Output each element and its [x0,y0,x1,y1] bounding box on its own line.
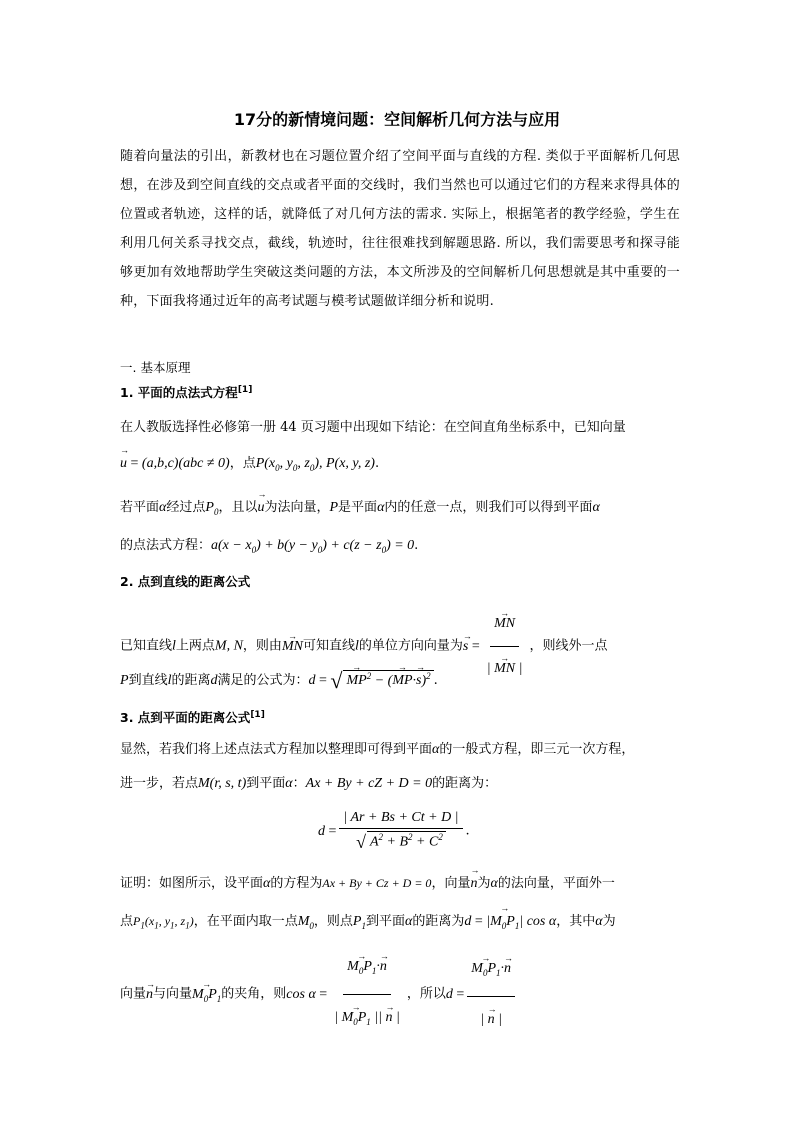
subsection-heading-point-plane [120,708,265,726]
text-segment: 的方程为 [270,876,323,891]
formula-vector-u: → u = (a,b,c)(abc ≠ 0) [120,456,230,471]
symbol-alpha: α [490,876,498,891]
subsection-title: 3. 点到平面的距离公式 [120,710,251,725]
symbol-l: l [354,638,359,654]
sub3-line-2 [120,772,497,792]
section-heading-basic-principles: 一. 基本原理 [120,360,191,375]
sub1-line-1: 在人教版选择性必修第一册 44 页习题中出现如下结论：在空间直角坐标系中，已知向量 [120,420,626,435]
symbol-alpha: α [285,776,293,791]
text-segment: 为 [602,914,616,929]
sub1-line-4: 的点法式方程：$a(x - x_0) + b(y - y_0) + c(z - z_0) = 0$. [120,538,419,555]
text-segment: 满足的公式为： [217,673,309,689]
sub3-line-1 [120,738,634,758]
text-segment: 的距离 [171,673,211,689]
symbol-alpha: α [592,500,600,515]
text-segment: ，点 [229,456,256,471]
text-segment: 点 [120,914,134,929]
symbol-alpha: α [432,742,440,757]
symbol-vec-n: → n [470,876,477,891]
text-segment: 是平面 [338,500,378,515]
symbol-point-p1: $P_1(x_1$, $y_1$, $z_1$) [133,914,194,931]
symbol-vec-mn: → MN [282,639,303,654]
subsection-heading-point-normal [120,383,252,401]
symbol-mn: M, N [214,638,243,654]
text-segment: ，所以 [406,986,446,1002]
symbol-vec-m0p1: → $M_0P_1$ [192,987,221,1002]
text-segment: ，在平面内取一点 [193,914,298,929]
formula-distance-result: d = → $\frac{M_0P_1\cdot\to n}{| \to n |}$ [446,987,518,1002]
text-segment: 的点法式方程： [120,538,212,553]
symbol-l: l [167,673,172,689]
subsection-title: 1. 平面的点法式方程 [120,385,238,400]
text-segment: 经过点 [166,500,206,515]
intro-paragraph: 随着向量法的引出，新教材也在习题位置介绍了空间平面与直线的方程. 类似于平面解析几何思想，在涉及到空间直线的交点或者平面的交线时，我们当然也可以通过它们的方程来求得具体的位置或者轨迹，这样的话，就降低了对几何方法的需求. 实际上，根据笔者的教学经验，学生在利用几何关系寻找交点，截线，轨迹时，往往很难找到解题思路. 所以，我们需要思考和探寻能够更加有效地帮助学生突破这类问题的方法，本文所涉及的空间解析几何思想就是其中重要的一种，下面我将通过近年的高考试题与模考试题做详细分析和说明. [120,149,680,309]
symbol-alpha: α [159,500,167,515]
formula-point-plane-distance: d = $\frac{| Ar + Bs + Ct + D |}{√ A^2 + B^2 + C^2}$ . [318,810,470,852]
symbol-p: P [120,673,129,689]
citation-ref: [1] [237,384,253,395]
text-segment: 的距离为： [432,776,498,791]
sub2-line-2: P到直线l的距离d满足的公式为：d = √→ $MP^2$ − (→ MP·→ s)$^2$ . [120,668,438,694]
symbol-alpha: α [404,914,413,929]
formula-distance-cos: d = |→ $M_0P_1|$ cos α [464,914,556,929]
text-segment: 到平面 [246,776,286,791]
symbol-d: d [210,673,218,689]
text-segment: 到平面 [365,914,405,929]
symbol-vec-u: → u [257,500,264,515]
document-title: 17分的新情境问题：空间解析几何方法与应用 [233,110,561,129]
text-segment: 与向量 [153,986,193,1002]
subsection-heading-point-line: 2. 点到直线的距离公式 [120,574,251,589]
symbol-l: l [172,638,176,654]
text-segment: 的单位方向向量为 [358,638,463,654]
text-segment: ，其中 [556,914,596,929]
formula-cos-alpha: cos α = → $\frac{M_0P_1\cdot\to n}{| \to M_0P_1 || \to n |}$ [286,987,407,1002]
text-segment: 的一般式方程，即三元一次方程， [439,742,635,757]
text-segment: 证明：如图所示，设平面 [120,876,264,891]
text-segment: ，则点 [313,914,353,929]
text-segment: 上两点 [175,638,215,654]
text-segment: 显然，若我们将上述点法式方程加以整理即可得到平面 [120,742,433,757]
text-segment: ，则由 [242,638,282,654]
proof-line-3 [120,946,518,1043]
symbol-p1: $P_1$ [352,914,366,931]
proof-line-1 [120,872,615,892]
text-segment: 可知直线 [302,638,355,654]
text-segment: ，且以 [218,500,258,515]
formula-point-normal: $a(x - x_0) + b(y - y_0) + c(z - z_0) = 0$ [211,538,415,555]
symbol-alpha: α [263,876,271,891]
formula-points: $P(x_0$, $y_0$, $z_0$), P(x, y, z) [255,456,375,473]
formula-plane-equation: Ax + By + Cz + D = 0 [322,876,432,890]
text-segment: ，则线外一点 [529,638,608,654]
symbol-alpha: α [377,500,385,515]
text-segment: 的距离为 [412,914,465,929]
formula-unit-vector: → s = → $\frac{MN}{| \to MN |}$ [463,639,530,654]
symbol-m0: $M_0$ [297,914,314,931]
text-segment: 内的任意一点，则我们可以得到平面 [384,500,593,515]
symbol-p: P [329,500,339,515]
text-segment: 到直线 [128,673,168,689]
proof-line-2 [120,910,616,931]
text-segment: ，向量 [431,876,471,891]
text-segment: 已知直线 [120,638,173,654]
text-segment: ： [292,776,306,791]
citation-ref: [1] [250,709,265,720]
symbol-vec-n: → n [146,987,153,1002]
text-segment: 为 [477,876,491,891]
symbol-p0: $P_0$ [205,500,219,517]
sub1-line-3 [120,496,600,517]
formula-point-line-distance: d = √→ $MP^2$ − (→ MP·→ s)$^2$ [309,673,434,688]
text-segment: 若平面 [120,500,160,515]
text-segment: 进一步，若点 [120,776,199,791]
formula-plane-general: Ax + By + cZ + D = 0 [305,776,433,791]
sub1-line-2: → u = (a,b,c)(abc ≠ 0)，点$P(x_0$, $y_0$, $z_0$), P(x, y, z). [120,452,379,473]
text-segment: 的法向量，平面外一 [497,876,615,891]
symbol-point-m: M(r, s, t) [198,776,247,791]
text-segment: 为法向量， [264,500,330,515]
text-segment: 向量 [120,986,147,1002]
symbol-alpha: α [595,914,603,929]
text-segment: 的夹角，则 [221,986,287,1002]
